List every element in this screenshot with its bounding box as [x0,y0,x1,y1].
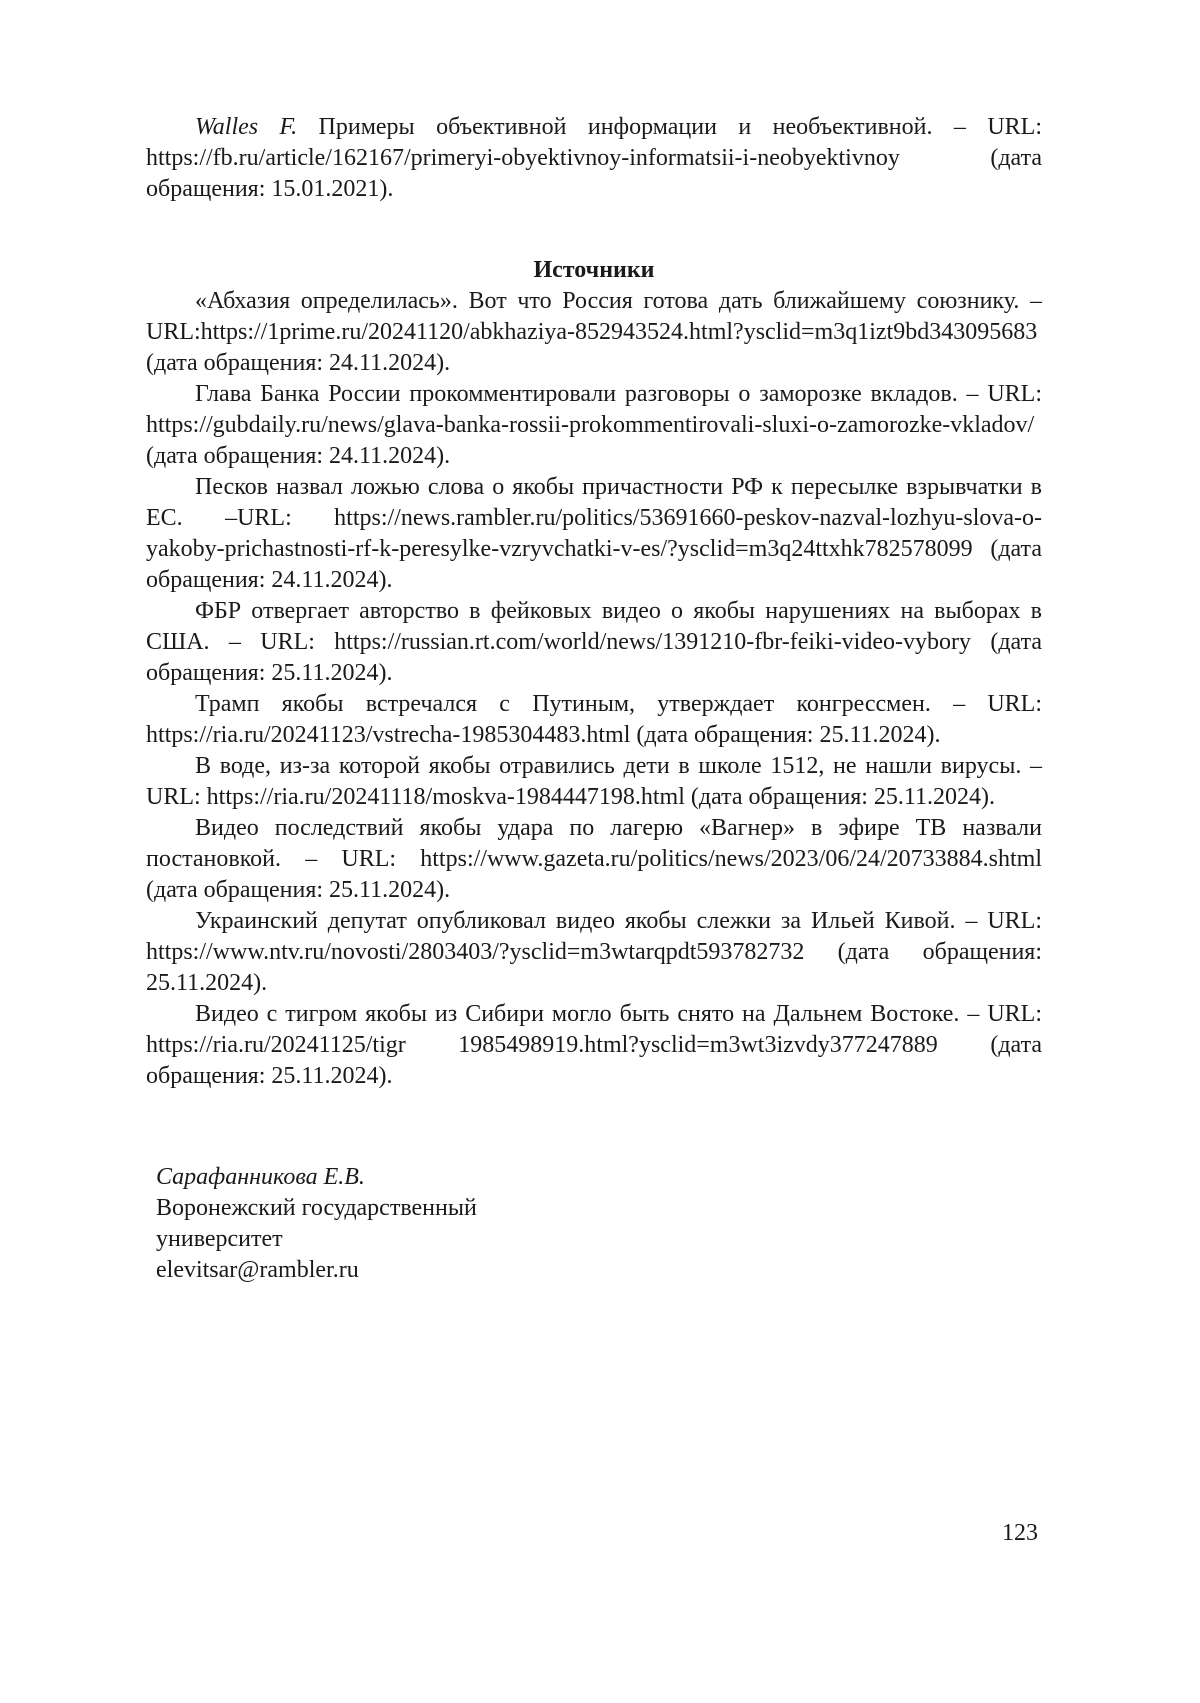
source-entry: Украинский депутат опубликовал видео якобы слежки за Ильей Кивой. – URL: https://www.ntv.ru/novosti/2803403/?ysclid=m3wtarqpdt593782732 (дата обращения: 25.11.2024). [146,908,1042,996]
source-entry: Песков назвал ложью слова о якобы причастности РФ к пересылке взрывчатки в ЕС. –URL: https://news.rambler.ru/politics/53691660-peskov-nazval-lozhyu-slova-o-yakoby-prichastnosti-rf-k-peresylke-vzryvchatki-v-es/?ysclid=m3q24ttxhk782578099 (дата обращения: 24.11.2024). [146,474,1042,593]
source-entry: ФБР отвергает авторство в фейковых видео о якобы нарушениях на выборах в США. – URL: https://russian.rt.com/world/news/1391210-fbr-feiki-video-vybory (дата обращения: 25.11.2024). [146,598,1042,686]
source-entry: В воде, из-за которой якобы отравились дети в школе 1512, не нашли вирусы. – URL: https://ria.ru/20241118/moskva-1984447198.html (дата обращения: 25.11.2024). [146,753,1042,810]
source-entry: Видео с тигром якобы из Сибири могло быть снято на Дальнем Востоке. – URL: https://ria.ru/20241125/tigr 1985498919.html?ysclid=m3wt3izvdy377247889 (дата обращения: 25.11.2024). [146,1001,1042,1089]
source-entry: «Абхазия определилась». Вот что Россия готова дать ближайшему союзнику. – URL:https://1prime.ru/20241120/abkhaziya-852943524.html?ysclid=m3q1izt9bd343095683 (дата обращения: 24.11.2024). [146,288,1042,376]
reference-author: Walles F. [195,114,298,140]
author-affiliation: Воронежский государственный [156,1195,477,1221]
reference-entry [146,112,1042,205]
source-entry: Глава Банка России прокомментировали разговоры о заморозке вкладов. – URL: https://gubdaily.ru/news/glava-banka-rossii-prokommentirovali-sluxi-o-zamorozke-vkladov/ (дата обращения: 24.11.2024). [146,381,1042,469]
page-body [146,112,1042,1092]
page-number: 123 [1002,1520,1038,1546]
sources-heading: Источники [533,257,655,283]
source-entry: Видео последствий якобы удара по лагерю «Вагнер» в эфире ТВ назвали постановкой. – URL: https://www.gazeta.ru/politics/news/2023/06/24/20733884.shtml (дата обращения: 25.11.2024). [146,815,1042,903]
reference-text: Примеры объективной информации и необъективной. – URL: https://fb.ru/article/162167/primeryi-obyektivnoy-informatsii-i-neobyektivnoy (дата обращения: 15.01.2021). [146,114,1042,202]
author-email: elevitsar@rambler.ru [156,1257,359,1283]
author-affiliation-cont: университет [156,1226,283,1252]
author-block [156,1162,477,1286]
source-entry: Трамп якобы встречался с Путиным, утверждает конгрессмен. – URL: https://ria.ru/20241123/vstrecha-1985304483.html (дата обращения: 25.11.2024). [146,691,1042,748]
author-name: Сарафанникова Е.В. [156,1164,365,1190]
